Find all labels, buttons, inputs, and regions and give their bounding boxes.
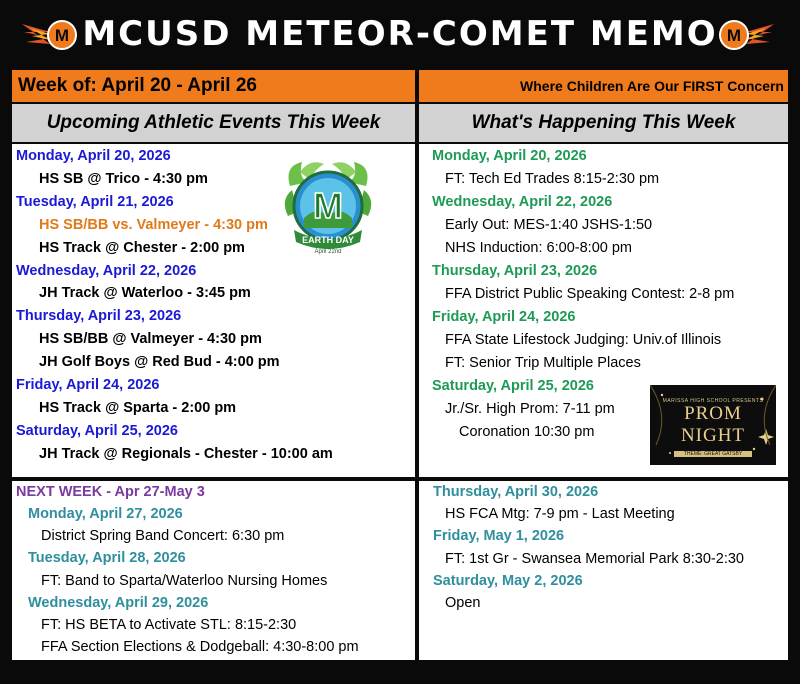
event-item: Open: [445, 595, 481, 611]
event-item: NHS Induction: 6:00-8:00 pm: [445, 240, 632, 256]
event-item: Jr./Sr. High Prom: 7-11 pm: [445, 401, 615, 417]
event-item: FT: HS BETA to Activate STL: 8:15-2:30: [41, 617, 297, 633]
day-heading: Monday, April 20, 2026: [16, 148, 171, 164]
happening-header: [419, 104, 788, 142]
athletics-panel: [12, 144, 415, 477]
event-item: Coronation 10:30 pm: [459, 424, 595, 440]
earth-day-badge-icon: [280, 156, 376, 260]
day-heading: Tuesday, April 21, 2026: [16, 193, 174, 210]
event-item: District Spring Band Concert: 6:30 pm: [41, 528, 285, 545]
week-of-bar: [12, 70, 415, 102]
day-heading: Friday, April 24, 2026: [16, 377, 160, 393]
memo-title: MCUSD METEOR-COMET MEMO: [82, 14, 718, 54]
day-heading: Thursday, April 30, 2026: [433, 484, 599, 500]
badge-date: April 22nd: [314, 249, 342, 255]
day-heading: Friday, May 1, 2026: [433, 528, 565, 545]
day-heading: Thursday, April 23, 2026: [432, 263, 598, 279]
event-item: FT: Band to Sparta/Waterloo Nursing Homes: [41, 572, 328, 589]
event-item: HS FCA Mtg: 7-9 pm - Last Meeting: [445, 506, 675, 523]
event-item: HS SB/BB @ Valmeyer - 4:30 pm: [39, 331, 262, 348]
day-heading: Thursday, April 23, 2026: [16, 308, 182, 325]
prom-night-poster: [650, 385, 776, 465]
svg-text:M: M: [54, 26, 70, 45]
meteor-logo-icon: [718, 18, 776, 52]
next-week-right-panel: [419, 481, 788, 660]
svg-text:M: M: [726, 26, 742, 45]
athletics-heading: Upcoming Athletic Events This Week: [46, 112, 381, 133]
day-heading: Wednesday, April 22, 2026: [432, 194, 613, 210]
happening-panel: [419, 144, 788, 477]
prom-theme: THEME: GREAT GATSBY: [674, 451, 752, 457]
title-bar: [0, 0, 800, 70]
next-week-label: NEXT WEEK - Apr 27-May 3: [16, 484, 205, 500]
event-item: FFA Section Elections & Dodgeball: 4:30-8:00 pm: [41, 639, 359, 656]
next-week-left-panel: [12, 481, 415, 660]
day-heading: Tuesday, April 28, 2026: [28, 550, 186, 567]
tagline: Where Children Are Our FIRST Concern: [520, 78, 784, 94]
event-item: JH Track @ Waterloo - 3:45 pm: [39, 285, 251, 302]
prom-presents: MARISSA HIGH SCHOOL PRESENTS: [662, 398, 764, 404]
event-item: JH Golf Boys @ Red Bud - 4:00 pm: [39, 354, 280, 371]
event-item: JH Track @ Regionals - Chester - 10:00 am: [39, 445, 333, 462]
day-heading: Monday, April 27, 2026: [28, 506, 183, 522]
tagline-bar: [419, 70, 788, 102]
night-word: NIGHT: [680, 425, 746, 446]
event-item: HS SB @ Trico - 4:30 pm: [39, 170, 208, 187]
event-item: FFA District Public Speaking Contest: 2-8 pm: [445, 286, 735, 302]
week-of-label: Week of: April 20 - April 26: [18, 75, 257, 96]
event-item: HS SB/BB vs. Valmeyer - 4:30 pm: [39, 216, 268, 233]
event-item: FT: Senior Trip Multiple Places: [445, 355, 641, 371]
athletics-header: [12, 104, 415, 142]
event-item: FFA State Lifestock Judging: Univ.of Illinois: [445, 332, 722, 348]
event-item: FT: 1st Gr - Swansea Memorial Park 8:30-2:30: [445, 550, 744, 567]
day-heading: Wednesday, April 29, 2026: [28, 594, 209, 611]
badge-letter: M: [313, 185, 343, 226]
event-item: HS Track @ Sparta - 2:00 pm: [39, 399, 237, 416]
day-heading: Saturday, April 25, 2026: [432, 378, 594, 394]
badge-caption: EARTH DAY: [302, 235, 354, 245]
prom-word: PROM: [684, 403, 742, 424]
day-heading: Saturday, April 25, 2026: [16, 422, 178, 439]
day-heading: Saturday, May 2, 2026: [433, 572, 583, 589]
day-heading: Wednesday, April 22, 2026: [16, 262, 197, 279]
day-heading: Monday, April 20, 2026: [432, 148, 587, 164]
event-item: Early Out: MES-1:40 JSHS-1:50: [445, 217, 653, 233]
event-item: HS Track @ Chester - 2:00 pm: [39, 239, 245, 256]
happening-heading: What's Happening This Week: [471, 112, 736, 133]
day-heading: Friday, April 24, 2026: [432, 309, 576, 325]
event-item: FT: Tech Ed Trades 8:15-2:30 pm: [445, 171, 660, 187]
